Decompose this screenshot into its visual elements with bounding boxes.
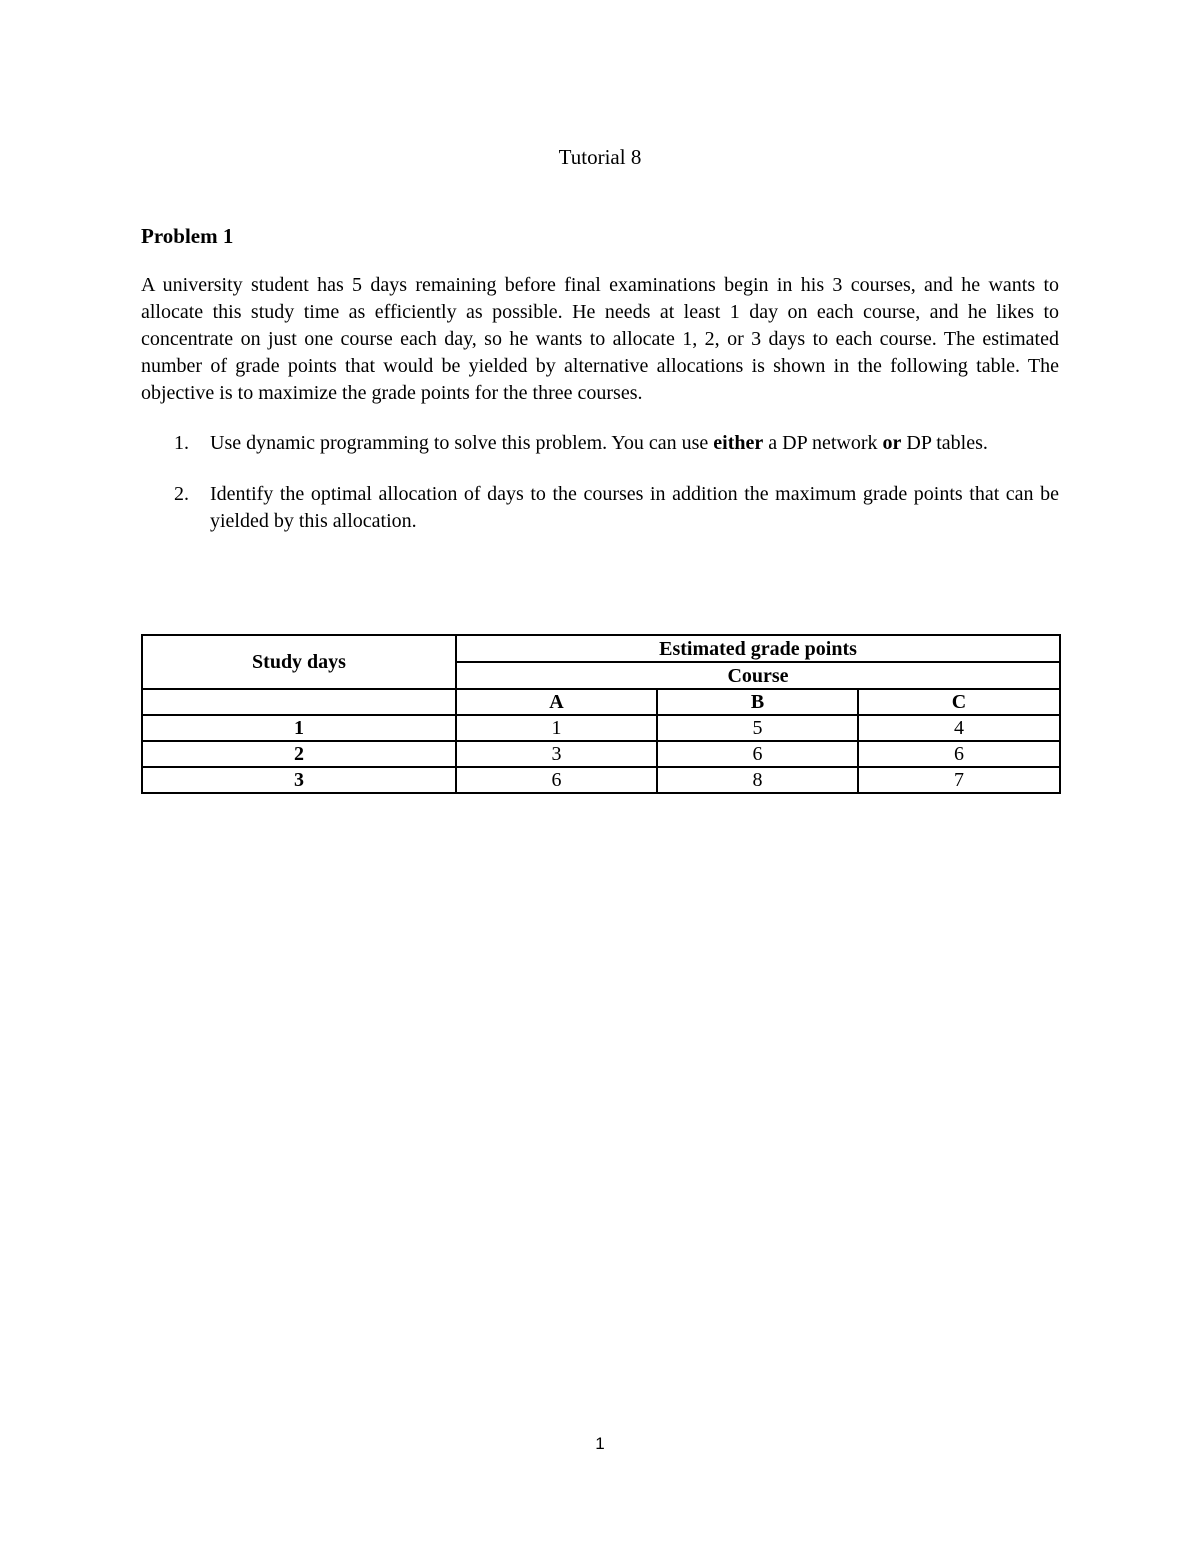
question-text: Use dynamic programming to solve this problem. You can use <box>210 432 714 454</box>
grade-points-cell: 6 <box>858 741 1060 767</box>
course-column-header: C <box>858 689 1060 715</box>
question-text: a DP network <box>763 432 883 454</box>
question-text: DP tables. <box>901 432 988 454</box>
question-item <box>141 430 1059 457</box>
course-column-header: B <box>657 689 858 715</box>
course-header: Course <box>456 662 1060 689</box>
table-row <box>142 715 1060 741</box>
grade-points-table <box>141 634 1061 794</box>
grade-points-cell: 3 <box>456 741 657 767</box>
empty-header-cell <box>142 689 456 715</box>
question-text: Identify the optimal allocation of days to the courses in addition the maximum grade points that can be yielded by this allocation. <box>210 483 1059 532</box>
grade-points-cell: 5 <box>657 715 858 741</box>
question-number: 1. <box>174 432 189 454</box>
grade-points-cell: 6 <box>456 767 657 793</box>
study-days-cell: 3 <box>142 767 456 793</box>
question-number: 2. <box>174 483 189 505</box>
question-emphasis: or <box>882 432 902 454</box>
grade-points-cell: 7 <box>858 767 1060 793</box>
course-column-header: A <box>456 689 657 715</box>
study-days-cell: 1 <box>142 715 456 741</box>
study-days-header: Study days <box>142 635 456 689</box>
question-emphasis: either <box>713 432 764 454</box>
problem-heading: Problem 1 <box>141 224 234 248</box>
question-item <box>141 481 1059 535</box>
table-row <box>142 767 1060 793</box>
grade-points-cell: 4 <box>858 715 1060 741</box>
estimated-grade-points-header: Estimated grade points <box>456 635 1060 662</box>
problem-statement: A university student has 5 days remaining before final examinations begin in his 3 courses, and he wants to allocate this study time as efficiently as possible. He needs at least 1 day on each course, and he likes to concentrate on just one course each day, so he wants to allocate 1, 2, or 3 days to each course. The estimated number of grade points that would be yielded by alternative allocations is shown in the following table. The objective is to maximize the grade points for the three courses. <box>141 274 1059 404</box>
study-days-cell: 2 <box>142 741 456 767</box>
question-list <box>141 430 1059 559</box>
table-row <box>142 741 1060 767</box>
grade-points-cell: 8 <box>657 767 858 793</box>
grade-points-cell: 1 <box>456 715 657 741</box>
grade-points-cell: 6 <box>657 741 858 767</box>
page-title: Tutorial 8 <box>558 145 642 169</box>
page-number: 1 <box>595 1434 605 1453</box>
